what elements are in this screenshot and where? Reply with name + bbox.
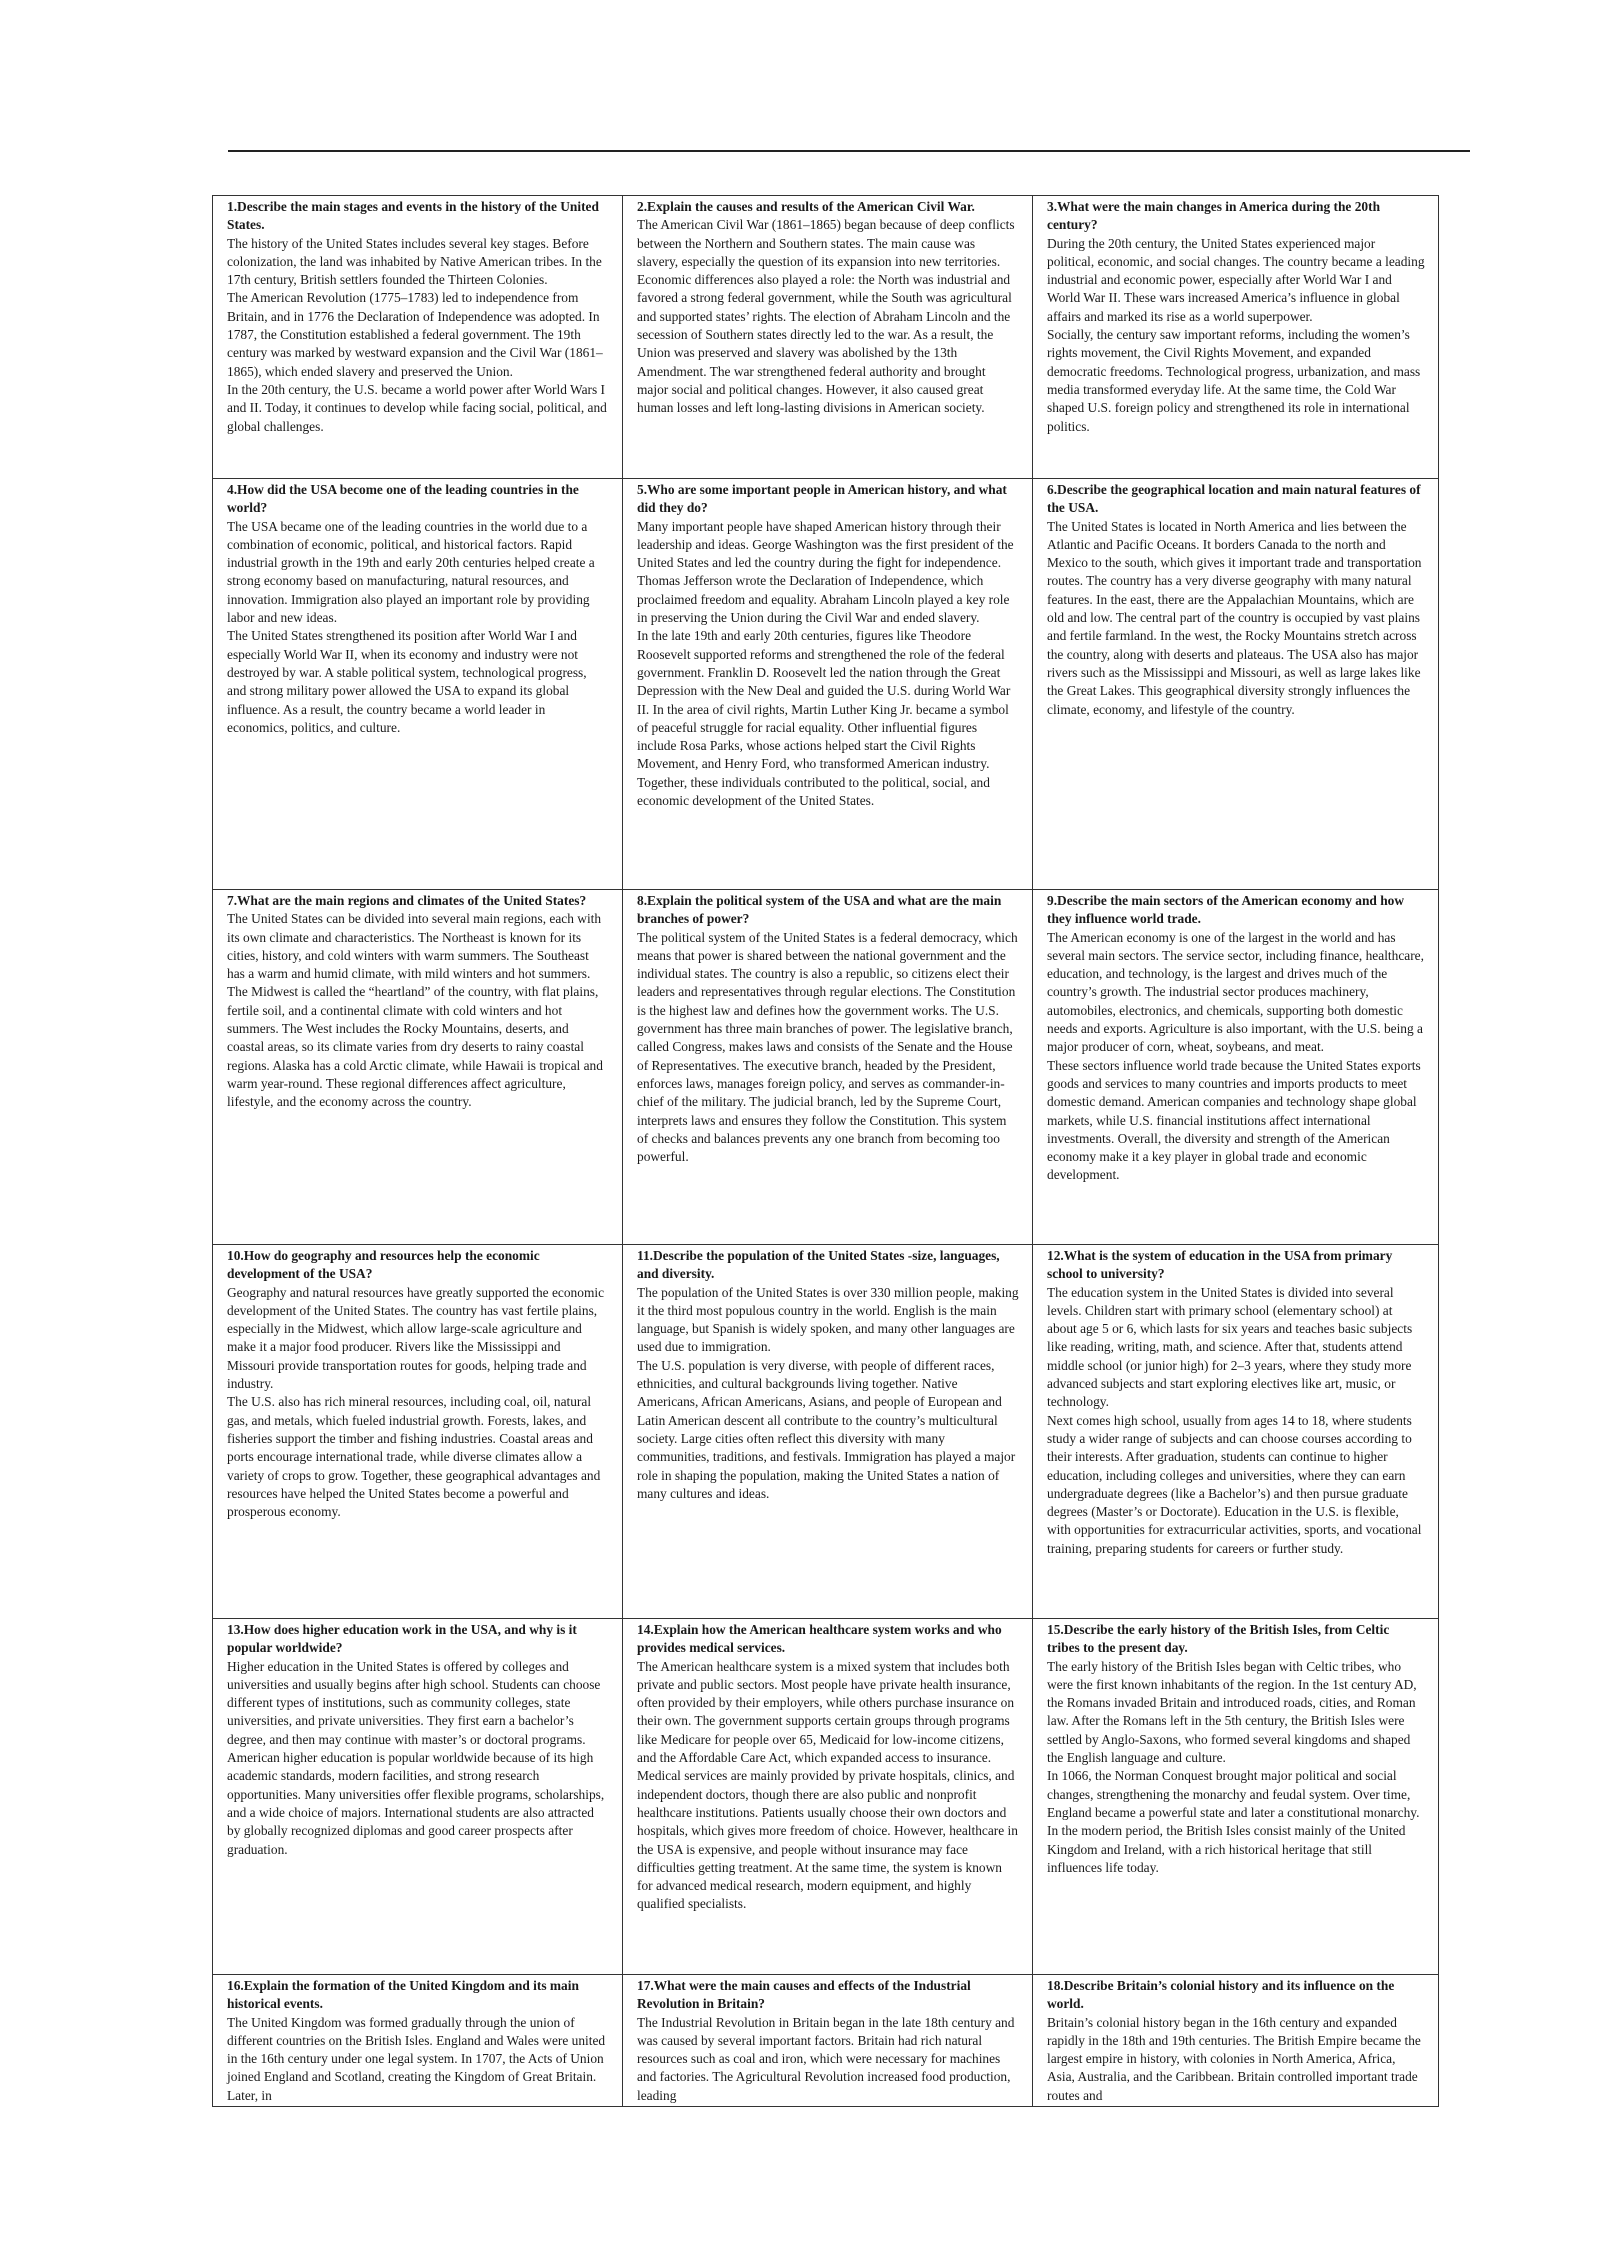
qa-cell-2 (623, 196, 1033, 479)
answer-paragraph: The U.S. also has rich mineral resources, including coal, oil, natural gas, and metals, which fueled industrial growth. Forests, lakes, and fisheries support the timber and fishing industries. Coastal areas and ports encourage international trade, while diverse climates allow a variety of crops to grow. Together, these geographical advantages and resources have helped the United States become a powerful and prosperous economy. (227, 1394, 601, 1520)
qa-cell-14 (623, 1619, 1033, 1975)
answer-paragraph: The education system in the United States is divided into several levels. Children start with primary school (elementary school) at about age 5 or 6, which lasts for six years and teaches basic subjects like reading, writing, math, and science. After that, students attend middle school (or junior high) for 2–3 years, where they study more advanced subjects and start exploring electives like art, music, or technology. (1047, 1284, 1413, 1410)
question-title: 9.Describe the main sectors of the American economy and how they influence world trade. (1047, 893, 1405, 927)
answer-paragraph: Next comes high school, usually from ages 14 to 18, where students study a wider range of subjects and can choose courses according to their interests. After graduation, students can continue to higher education, including colleges and universities, where they can earn undergraduate degrees (like a Bachelor’s) and then pursue graduate degrees (Master’s or Doctorate). Education in the U.S. is flexible, with opportunities for extracurricular activities, sports, and vocational training, preparing students for careers or further study. (1047, 1412, 1422, 1556)
answer-paragraph: Britain’s colonial history began in the 16th century and expanded rapidly in the 18th and 19th centuries. The British Empire became the largest empire in history, with colonies in North America, Africa, Asia, Australia, and the Caribbean. Britain controlled important trade routes and (1047, 2014, 1421, 2103)
answer-paragraph: The United States is located in North America and lies between the Atlantic and Pacific Oceans. It borders Canada to the north and Mexico to the south, which gives it important trade and transportation routes. The country has a very diverse geography with many natural features. In the east, there are the Appalachian Mountains, which are old and low. The central part of the country is occupied by vast plains and fertile farmland. In the west, the Rocky Mountains stretch across the country, along with deserts and plateaus. The USA also has major rivers such as the Mississippi and Missouri, as well as large lakes like the Great Lakes. This geographical diversity strongly influences the climate, economy, and lifestyle of the country. (1047, 518, 1422, 717)
question-title: 18.Describe Britain’s colonial history and its influence on the world. (1047, 1978, 1395, 2012)
answer-paragraph: Geography and natural resources have greatly supported the economic development of the United States. The country has vast fertile plains, especially in the Midwest, which allow large-scale agriculture and make it a major food producer. Rivers like the Mississippi and Missouri provide transportation routes for goods, helping trade and industry. (227, 1284, 605, 1392)
qa-cell-6 (1033, 479, 1439, 890)
answer-paragraph: The history of the United States includes several key stages. Before colonization, the land was inhabited by Native American tribes. In the 17th century, British settlers founded the Thirteen Colonies. (227, 235, 602, 288)
answer-paragraph: Higher education in the United States is offered by colleges and universities and usually begins after high school. Students can choose different types of institutions, such as community colleges, state universities, and private universities. They first earn a bachelor’s degree, and then may continue with master’s or doctoral programs. (227, 1658, 601, 1747)
answer-paragraph: During the 20th century, the United States experienced major political, economic, and social changes. The country became a leading industrial and economic power, especially after World War I and World War II. These wars increased America’s influence in global affairs and marked its rise as a world superpower. (1047, 235, 1425, 324)
answer-paragraph: American higher education is popular worldwide because of its high academic standards, modern facilities, and strong research opportunities. Many universities offer flexible programs, scholarships, and a wide choice of majors. International students are also attracted by globally recognized diplomas and good career prospects after graduation. (227, 1750, 605, 1857)
question-title: 11.Describe the population of the United States -size, languages, and diversity. (637, 1248, 1000, 1282)
qa-cell-5 (623, 479, 1033, 890)
answer-paragraph: In the 20th century, the U.S. became a world power after World Wars I and II. Today, it continues to develop while facing social, political, and global challenges. (227, 381, 607, 434)
qa-cell-17 (623, 1975, 1033, 2107)
answer-paragraph: Medical services are mainly provided by private hospitals, clinics, and independent doctors, though there are also public and nonprofit healthcare institutions. Patients usually choose their own doctors and hospitals, which gives more freedom of choice. However, healthcare in the USA is expensive, and people without insurance may face difficulties getting treatment. At the same time, the system is known for advanced medical research, modern equipment, and highly qualified specialists. (637, 1768, 1018, 1912)
answer-paragraph: Many important people have shaped American history through their leadership and ideas. George Washington was the first president of the United States and led the country during the fight for independence. Thomas Jefferson wrote the Declaration of Independence, which proclaimed freedom and equality. Abraham Lincoln played a key role in preserving the Union during the Civil War and ended slavery. (637, 518, 1014, 626)
qa-cell-1 (213, 196, 623, 479)
question-title: 12.What is the system of education in the USA from primary school to university? (1047, 1248, 1393, 1282)
answer-paragraph: These sectors influence world trade because the United States exports goods and services to many countries and imports products to meet domestic demand. American companies and technology shape global markets, while U.S. financial institutions affect international investments. Overall, the diversity and strength of the American economy make it a key player in global trade and economic development. (1047, 1057, 1421, 1183)
question-title: 14.Explain how the American healthcare system works and who provides medical services. (637, 1622, 1002, 1656)
qa-cell-3 (1033, 196, 1439, 479)
answer-paragraph: The American healthcare system is a mixed system that includes both private and public sectors. Most people have private health insurance, often provided by their employers, while others purchase insurance on their own. The government supports certain groups through programs like Medicare for people over 65, Medicaid for low-income citizens, and the Affordable Care Act, which expanded access to insurance. (637, 1658, 1015, 1766)
question-title: 10.How do geography and resources help the economic development of the USA? (227, 1248, 540, 1282)
answer-paragraph: The USA became one of the leading countries in the world due to a combination of economic, political, and historical factors. Rapid industrial growth in the 19th and early 20th centuries helped create a strong economy based on manufacturing, natural resources, and innovation. Immigration also played an important role by providing labor and new ideas. (227, 518, 595, 626)
question-title: 8.Explain the political system of the USA and what are the main branches of power? (637, 893, 1002, 927)
question-title: 5.Who are some important people in American history, and what did they do? (637, 482, 1007, 516)
question-title: 4.How did the USA become one of the leading countries in the world? (227, 482, 579, 516)
answer-paragraph: The United States can be divided into several main regions, each with its own climate and characteristics. The Northeast is known for its cities, history, and cold winters with warm summers. The Southeast has a warm and humid climate, with mild winters and hot summers. (227, 911, 602, 982)
answer-paragraph: The early history of the British Isles began with Celtic tribes, who were the first known inhabitants of the region. In the 1st century AD, the Romans invaded Britain and introduced roads, cities, and Roman law. After the Romans left in the 5th century, the British Isles were settled by Anglo-Saxons, who formed several kingdoms and shaped the English language and culture. (1047, 1658, 1417, 1766)
answer-paragraph: The political system of the United States is a federal democracy, which means that power is shared between the national government and the individual states. The country is also a republic, so citizens elect their leaders and representatives through regular elections. The Constitution is the highest law and defines how the government works. The U.S. government has three main branches of power. The legislative branch, called Congress, makes laws and consists of the Senate and the House of Representatives. The executive branch, headed by the President, enforces laws, manages foreign policy, and serves as commander-in-chief of the military. The judicial branch, led by the Supreme Court, interprets laws and ensures they follow the Constitution. This system of checks and balances prevents any one branch from becoming too powerful. (637, 929, 1018, 1165)
qa-cell-8 (623, 890, 1033, 1245)
qa-cell-15 (1033, 1619, 1439, 1975)
question-title: 1.Describe the main stages and events in the history of the United States. (227, 199, 599, 233)
qa-cell-9 (1033, 890, 1439, 1245)
qa-cell-10 (213, 1245, 623, 1619)
answer-paragraph: In the late 19th and early 20th centuries, figures like Theodore Roosevelt supported reforms and strengthened the role of the federal government. Franklin D. Roosevelt led the nation through the Great Depression with the New Deal and guided the U.S. during World War II. In the area of civil rights, Martin Luther King Jr. became a symbol of peaceful struggle for racial equality. Other influential figures include Rosa Parks, whose actions helped start the Civil Rights Movement, and Henry Ford, who transformed American industry. Together, these individuals contributed to the political, social, and economic development of the United States. (637, 628, 1011, 809)
qa-cell-4 (213, 479, 623, 890)
table-row (213, 196, 1439, 479)
qa-cell-12 (1033, 1245, 1439, 1619)
question-title: 7.What are the main regions and climates of the United States? (227, 893, 587, 908)
answer-paragraph: The population of the United States is over 330 million people, making it the third most populous country in the world. English is the main language, but Spanish is widely spoken, and many other languages are used due to immigration. (637, 1284, 1019, 1355)
qa-cell-16 (213, 1975, 623, 2107)
answer-paragraph: The American Revolution (1775–1783) led to independence from Britain, and in 1776 the Declaration of Independence was adopted. In 1787, the Constitution established a federal government. The 19th century was marked by westward expansion and the Civil War (1861–1865), which ended slavery and preserved the Union. (227, 290, 603, 379)
question-title: 15.Describe the early history of the British Isles, from Celtic tribes to the present day. (1047, 1622, 1390, 1656)
qa-cell-7 (213, 890, 623, 1245)
answer-paragraph: Socially, the century saw important reforms, including the women’s rights movement, the Civil Rights Movement, and expanded democratic freedoms. Technological progress, urbanization, and mass media transformed everyday life. At the same time, the Cold War shaped U.S. foreign policy and strengthened its role in international politics. (1047, 327, 1421, 434)
question-title: 2.Explain the causes and results of the American Civil War. (637, 199, 975, 214)
table-row (213, 1975, 1439, 2107)
qa-cell-11 (623, 1245, 1033, 1619)
answer-paragraph: The United Kingdom was formed gradually through the union of different countries on the British Isles. England and Wales were united in the 16th century under one legal system. In 1707, the Acts of Union joined England and Scotland, creating the Kingdom of Great Britain. Later, in (227, 2014, 606, 2103)
qa-cell-18 (1033, 1975, 1439, 2107)
question-title: 13.How does higher education work in the USA, and why is it popular worldwide? (227, 1622, 577, 1656)
answer-paragraph: The Industrial Revolution in Britain began in the late 18th century and was caused by several important factors. Britain had rich natural resources such as coal and iron, which were necessary for machines and factories. The Agricultural Revolution increased food production, leading (637, 2014, 1015, 2103)
table-row (213, 1245, 1439, 1619)
qa-cell-13 (213, 1619, 623, 1975)
question-title: 3.What were the main changes in America during the 20th century? (1047, 199, 1381, 233)
header-rule (228, 150, 1470, 152)
answer-paragraph: In 1066, the Norman Conquest brought major political and social changes, strengthening the monarchy and feudal system. Over time, England became a powerful state and later a constitutional monarchy. In the modern period, the British Isles consist mainly of the United Kingdom and Ireland, with a rich historical heritage that still influences life today. (1047, 1768, 1420, 1875)
answer-paragraph: The American Civil War (1861–1865) began because of deep conflicts between the Northern and Southern states. The main cause was slavery, especially the question of its expansion into new territories. Economic differences also played a role: the North was industrial and favored a strong federal government, while the South was agricultural and supported states’ rights. The election of Abraham Lincoln and the secession of Southern states directly led to the war. As a result, the Union was preserved and slavery was abolished by the 13th Amendment. The war strengthened federal authority and brought major social and political changes. However, it also caused great human losses and left long-lasting divisions in American society. (637, 217, 1015, 416)
table-row (213, 479, 1439, 890)
answer-paragraph: The United States strengthened its position after World War I and especially World War II, when its economy and industry were not destroyed by war. A stable political system, technological progress, and strong military power allowed the USA to expand its global influence. As a result, the country became a world leader in economics, politics, and culture. (227, 628, 587, 735)
question-title: 6.Describe the geographical location and main natural features of the USA. (1047, 482, 1421, 516)
question-title: 16.Explain the formation of the United Kingdom and its main historical events. (227, 1978, 579, 2012)
qa-table (212, 195, 1439, 2107)
answer-paragraph: The American economy is one of the largest in the world and has several main sectors. The service sector, including finance, healthcare, education, and technology, is the largest and drives much of the country’s growth. The industrial sector produces machinery, automobiles, electronics, and chemicals, supporting both domestic needs and exports. Agriculture is also important, with the U.S. being a major producer of corn, wheat, soybeans, and meat. (1047, 929, 1424, 1055)
question-title: 17.What were the main causes and effects of the Industrial Revolution in Britain? (637, 1978, 971, 2012)
answer-paragraph: The Midwest is called the “heartland” of the country, with flat plains, fertile soil, and a continental climate with cold winters and hot summers. The West includes the Rocky Mountains, deserts, and coastal areas, so its climate varies from dry deserts to rainy coastal regions. Alaska has a cold Arctic climate, while Hawaii is tropical and warm year-round. These regional differences affect agriculture, lifestyle, and the economy across the country. (227, 984, 603, 1110)
table-row (213, 1619, 1439, 1975)
table-row (213, 890, 1439, 1245)
answer-paragraph: The U.S. population is very diverse, with people of different races, ethnicities, and cultural backgrounds living together. Native Americans, African Americans, Asians, and people of European and Latin American descent all contribute to the country’s multicultural society. Large cities often reflect this diversity with many communities, traditions, and festivals. Immigration has played a major role in shaping the population, making the United States a nation of many cultures and ideas. (637, 1357, 1016, 1501)
